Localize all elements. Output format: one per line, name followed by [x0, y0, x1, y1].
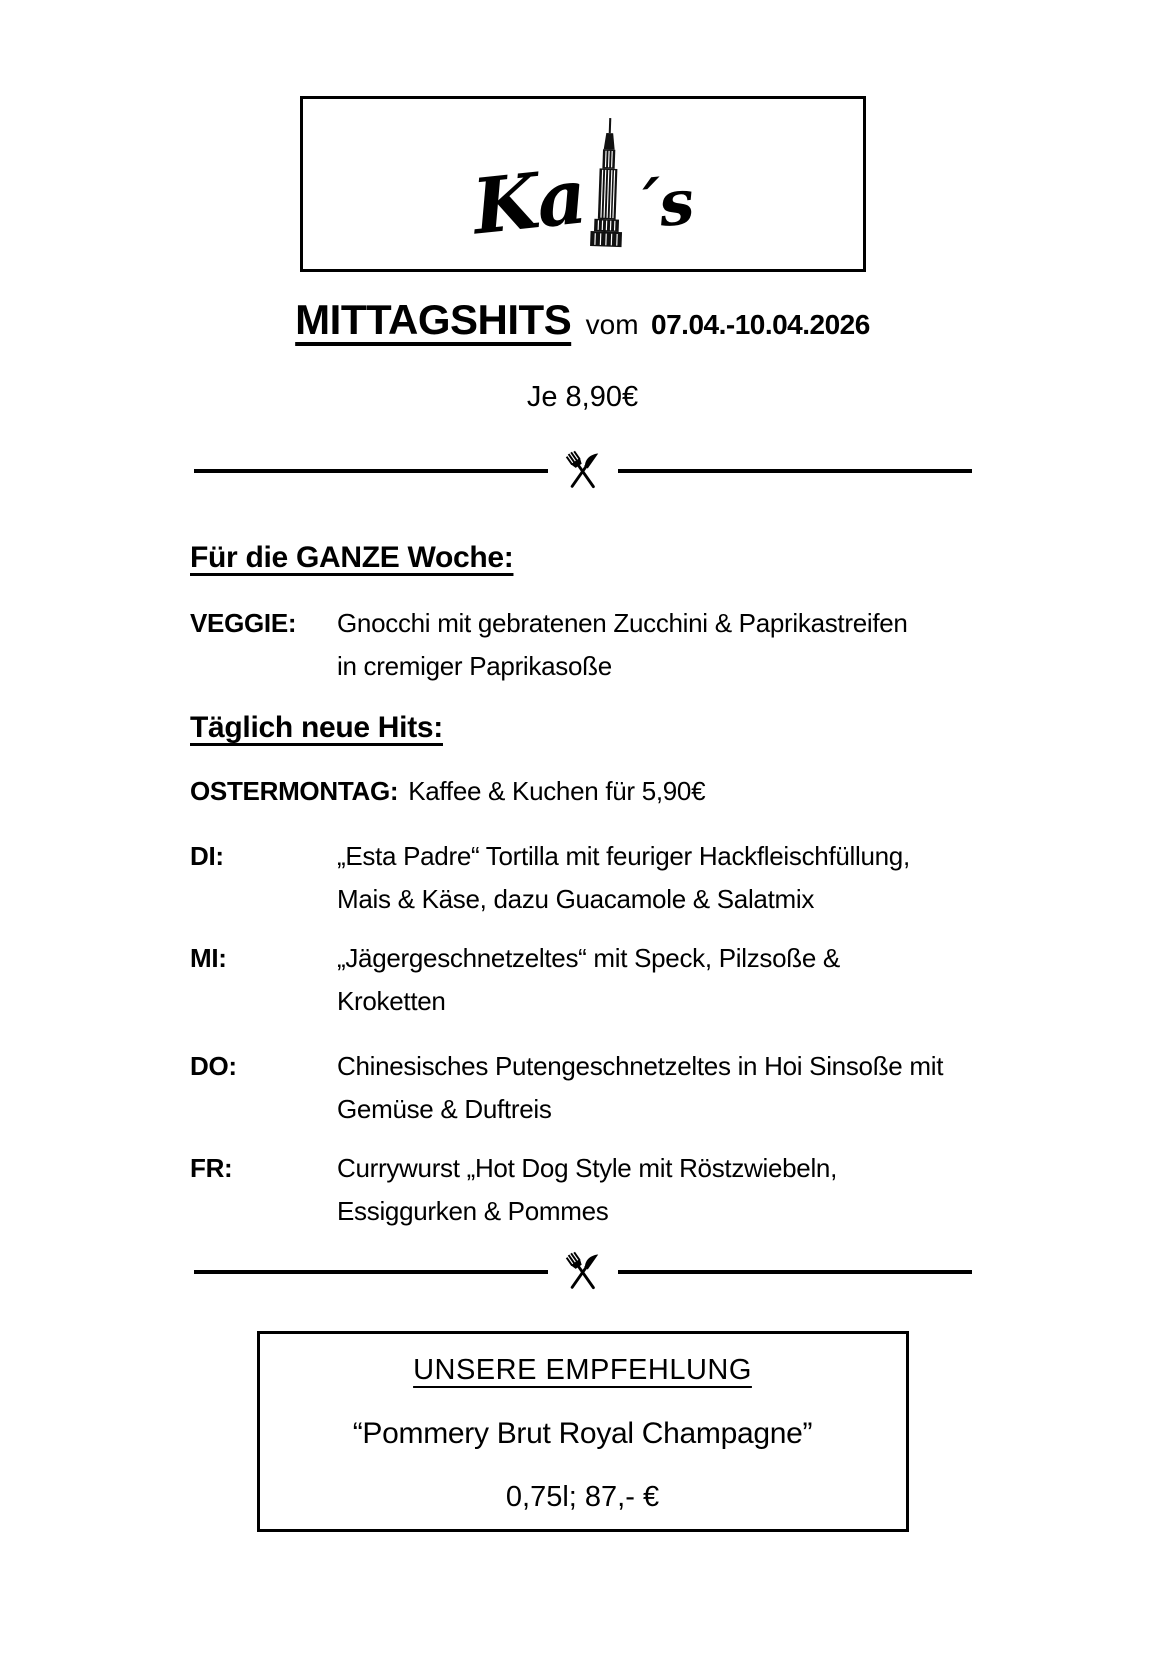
logo-box — [300, 96, 866, 272]
item-label: FR: — [190, 1153, 233, 1183]
daily-section-heading: Täglich neue Hits: — [190, 711, 443, 744]
fork-knife-icon — [558, 446, 608, 496]
item-label: OSTERMONTAG: — [190, 776, 399, 806]
menu-item-ostermontag — [190, 770, 975, 813]
recommendation-heading: UNSERE EMPFEHLUNG — [413, 1354, 752, 1386]
menu-item-do — [190, 1045, 975, 1131]
menu-title: MITTAGSHITS — [295, 296, 572, 343]
item-label: MI: — [190, 943, 227, 973]
item-label: VEGGIE: — [190, 608, 297, 638]
divider-line — [618, 469, 972, 473]
recommendation-box — [257, 1331, 909, 1532]
divider-line — [194, 469, 548, 473]
divider-line — [618, 1270, 972, 1274]
item-label: DO: — [190, 1051, 237, 1081]
item-text: Currywurst „Hot Dog Style mit Röstzwiebeln, Essiggurken & Pommes — [337, 1153, 838, 1226]
logo-text-ka: Ka — [468, 151, 589, 252]
divider-bottom — [194, 1247, 972, 1297]
recommendation-product: “Pommery Brut Royal Champagne” — [352, 1417, 813, 1450]
fork-knife-icon — [558, 1247, 608, 1297]
empire-state-building-icon — [582, 118, 634, 248]
week-section-heading: Für die GANZE Woche: — [190, 541, 514, 574]
divider-top — [194, 446, 972, 496]
menu-item-mi — [190, 937, 975, 1023]
item-label: DI: — [190, 841, 224, 871]
price-line: Je 8,90€ — [526, 381, 639, 413]
item-text: „Jägergeschnetzeltes“ mit Speck, Pilzsoße & Kroketten — [337, 943, 840, 1016]
item-text: Kaffee & Kuchen für 5,90€ — [408, 776, 706, 806]
menu-item-veggie — [190, 602, 975, 688]
recommendation-price: 0,75l; 87,- € — [505, 1481, 660, 1513]
item-text: Gnocchi mit gebratenen Zucchini & Paprikastreifen in cremiger Paprikasoße — [337, 608, 908, 681]
restaurant-logo — [468, 118, 696, 252]
logo-text-s: ´s — [626, 164, 696, 245]
menu-item-fr — [190, 1147, 975, 1233]
item-text: „Esta Padre“ Tortilla mit feuriger Hackfleischfüllung, Mais & Käse, dazu Guacamole & Salatmix — [337, 841, 910, 914]
date-range: 07.04.-10.04.2026 — [651, 309, 870, 340]
item-text: Chinesisches Putengeschnetzeltes in Hoi Sinsoße mit Gemüse & Duftreis — [337, 1051, 944, 1124]
menu-content — [190, 536, 975, 1233]
title-vom: vom — [585, 309, 639, 340]
divider-line — [194, 1270, 548, 1274]
menu-title-line — [0, 296, 1165, 354]
menu-item-di — [190, 835, 975, 921]
